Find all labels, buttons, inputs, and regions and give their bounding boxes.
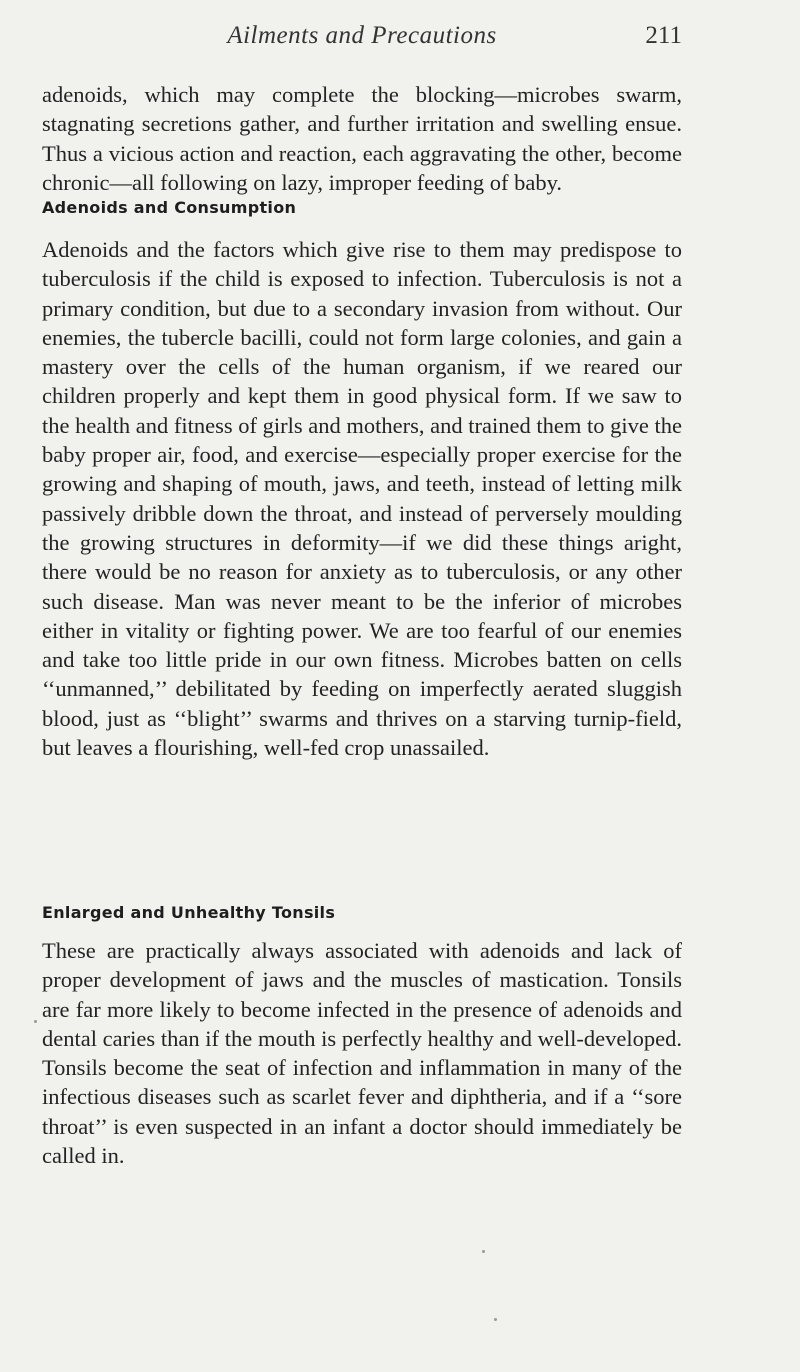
ink-speck [482,1250,485,1253]
opening-paragraph: adenoids, which may complete the blocking—microbes swarm, stagnating secretions gather, and further irritation and swelling ensue. Thus a vicious action and reaction, each aggravating the other, become chronic—all following on lazy, improper feeding of baby. [42,82,682,195]
page-number: 211 [645,22,682,49]
section-paragraph-adenoids-consumption: Adenoids and the factors which give rise to them may predispose to tuberculosis if the child is exposed to infection. Tuberculosis is not a primary condition, but due to a secondary invasion from without. Our enemies, the tubercle bacilli, could not form large colonies, and gain a mastery over the cells of the human organism, if we reared our children properly and kept them in good physical form. If we saw to the health and fitness of girls and mothers, and trained them to give the baby proper air, food, and exercise—especially proper exercise for the growing and shaping of mouth, jaws, and teeth, instead of letting milk passively dribble down the throat, and instead of perversely moulding the growing structures in deformity—if we did these things aright, there would be no reason for anxiety as to tuberculosis, or any other such disease. Man was never meant to be the inferior of microbes either in vitality or fighting power. We are too fearful of our enemies and take too little pride in our own fitness. Microbes batten on cells ‘‘unmanned,’’ debilitated by feeding on imperfectly aerated sluggish blood, just as ‘‘blight’’ swarms and thrives on a starving turnip-field, but leaves a flourishing, well-fed crop unassailed. [42,237,682,761]
running-title: Ailments and Precautions [227,22,497,49]
ink-speck [494,1318,497,1321]
section-heading-adenoids-consumption: Adenoids and Consumption [42,198,297,217]
section-paragraph-tonsils: These are practically always associated with adenoids and lack of proper development of jaws and the muscles of mastication. Tonsils are far more likely to become infected in the presence of adenoids and dental caries than if the mouth is perfectly healthy and well-developed. Tonsils become the seat of infection and inflammation in many of the infectious diseases such as scarlet fever and diphtheria, and if a ‘‘sore throat’’ is even suspected in an infant a doctor should immediately be called in. [42,938,682,1169]
ink-speck [34,1020,37,1023]
section-heading-tonsils: Enlarged and Unhealthy Tonsils [42,903,336,922]
running-header [42,22,682,62]
